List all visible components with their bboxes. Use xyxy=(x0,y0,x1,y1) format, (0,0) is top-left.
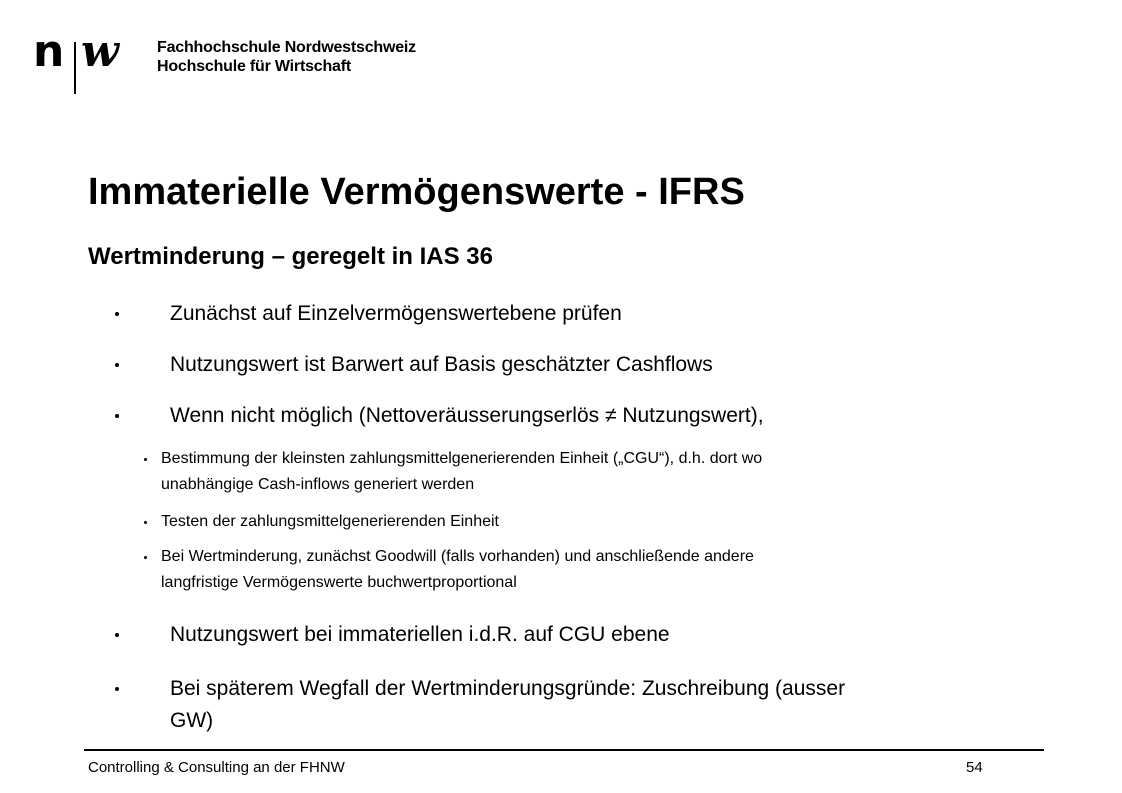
bullet-item xyxy=(170,400,764,432)
bullet-text: Zunächst auf Einzelvermögenswertebene prüfen xyxy=(170,302,622,325)
institution-line-1: Fachhochschule Nordwestschweiz xyxy=(157,39,416,56)
footer-text: Controlling & Consulting an der FHNW xyxy=(88,759,345,776)
bullet-item xyxy=(170,298,622,330)
slide-title: Immaterielle Vermögenswerte - IFRS xyxy=(88,171,745,213)
sub-bullet-icon xyxy=(144,521,147,524)
bullet-item xyxy=(170,619,670,651)
bullet-item xyxy=(170,673,845,737)
sub-bullet-text-line-2: langfristige Vermögenswerte buchwertproportional xyxy=(161,574,517,591)
bullet-text: Wenn nicht möglich (Nettoveräusserungserlös ≠ Nutzungswert), xyxy=(170,404,764,427)
logo-letter-n: n xyxy=(33,26,65,77)
sub-bullet-item xyxy=(161,446,762,498)
sub-bullet-text-line-1: Bei Wertminderung, zunächst Goodwill (falls vorhanden) und anschließende andere xyxy=(161,548,754,565)
slide-subtitle: Wertminderung – geregelt in IAS 36 xyxy=(88,243,493,270)
bullet-icon xyxy=(115,687,119,691)
bullet-text: Nutzungswert bei immateriellen i.d.R. auf CGU ebene xyxy=(170,623,670,646)
logo-letter-w: w xyxy=(81,26,119,77)
footer-divider xyxy=(84,749,1044,751)
sub-bullet-icon xyxy=(144,458,147,461)
sub-bullet-icon xyxy=(144,556,147,559)
page-number: 54 xyxy=(966,759,983,776)
institution-line-2: Hochschule für Wirtschaft xyxy=(157,58,351,75)
bullet-icon xyxy=(115,633,119,637)
bullet-icon xyxy=(115,414,119,418)
sub-bullet-text-line-2: unabhängige Cash-inflows generiert werden xyxy=(161,476,475,493)
bullet-text-line-1: Bei späterem Wegfall der Wertminderungsgründe: Zuschreibung (ausser xyxy=(170,677,846,700)
logo-divider xyxy=(74,42,76,94)
institution-name xyxy=(157,38,416,76)
sub-bullet-text-line-1: Bestimmung der kleinsten zahlungsmittelgenerierenden Einheit („CGU“), d.h. dort wo xyxy=(161,450,763,467)
bullet-icon xyxy=(115,312,119,316)
sub-bullet-item xyxy=(161,544,754,596)
bullet-text-line-2: GW) xyxy=(170,709,214,732)
bullet-icon xyxy=(115,363,119,367)
sub-bullet-text: Testen der zahlungsmittelgenerierenden Einheit xyxy=(161,513,499,530)
bullet-text: Nutzungswert ist Barwert auf Basis geschätzter Cashflows xyxy=(170,353,713,376)
bullet-item xyxy=(170,349,713,381)
sub-bullet-item xyxy=(161,509,499,535)
